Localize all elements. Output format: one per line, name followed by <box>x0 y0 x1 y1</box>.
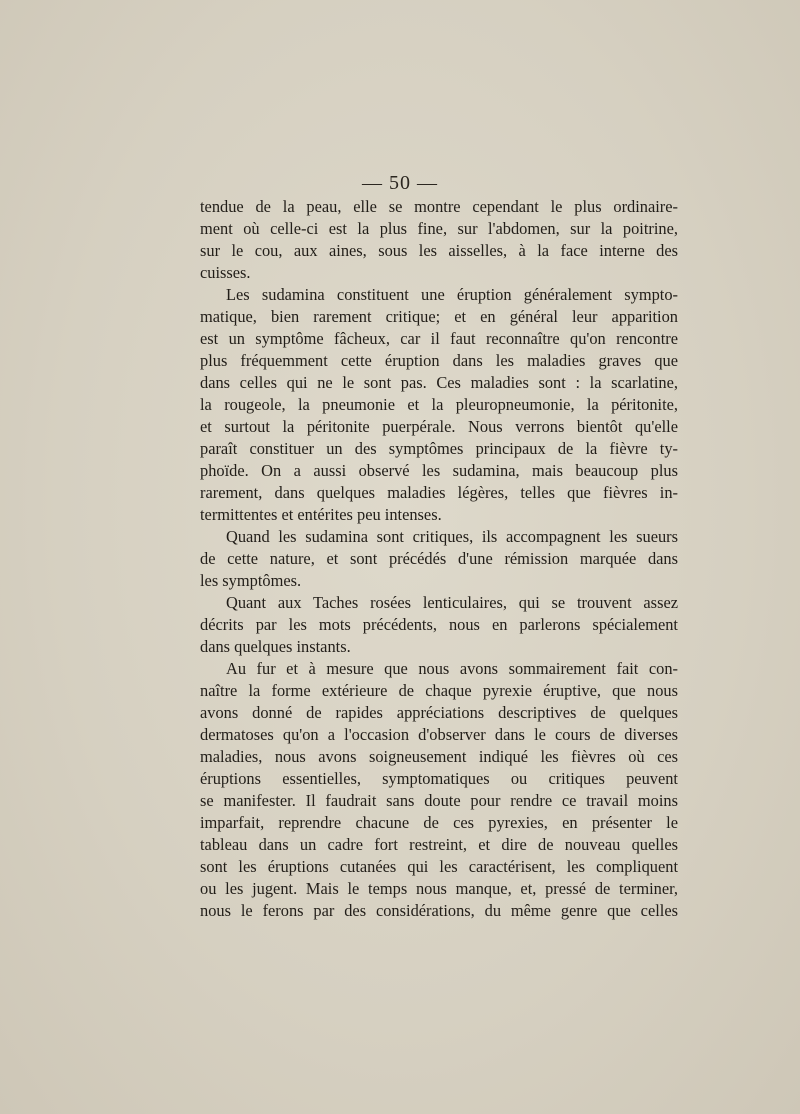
text-line: dans celles qui ne le sont pas. Ces maladies sont : la scarlatine, <box>200 373 678 392</box>
text-line: cuisses. <box>200 263 251 282</box>
text-line: tableau dans un cadre fort restreint, et dire de nouveau quelles <box>200 835 678 854</box>
text-line: est un symptôme fâcheux, car il faut reconnaître qu'on rencontre <box>200 329 678 348</box>
text-line: phoïde. On a aussi observé les sudamina, mais beaucoup plus <box>200 461 678 480</box>
text-line: matique, bien rarement critique; et en général leur apparition <box>200 307 678 326</box>
text-line: plus fréquemment cette éruption dans les maladies graves que <box>200 351 678 370</box>
text-line: dermatoses qu'on a l'occasion d'observer dans le cours de diverses <box>200 725 678 744</box>
text-line: tendue de la peau, elle se montre cependant le plus ordinaire- <box>200 197 678 216</box>
text-line: éruptions essentielles, symptomatiques ou critiques peuvent <box>200 769 678 788</box>
text-line: imparfait, reprendre chacune de ces pyrexies, en présenter le <box>200 813 678 832</box>
text-line: et surtout la péritonite puerpérale. Nous verrons bientôt qu'elle <box>200 417 678 436</box>
text-line: Les sudamina constituent une éruption généralement sympto- <box>226 285 678 304</box>
text-line: paraît constituer un des symptômes principaux de la fièvre ty- <box>200 439 678 458</box>
body-text <box>200 196 678 922</box>
text-line: Quant aux Taches rosées lenticulaires, qui se trouvent assez <box>226 593 678 612</box>
text-line: de cette nature, et sont précédés d'une rémission marquée dans <box>200 549 678 568</box>
text-line: Quand les sudamina sont critiques, ils accompagnent les sueurs <box>226 527 678 546</box>
text-line: décrits par les mots précédents, nous en parlerons spécialement <box>200 615 678 634</box>
text-line: ment où celle-ci est la plus fine, sur l'abdomen, sur la poitrine, <box>200 219 678 238</box>
text-line: dans quelques instants. <box>200 637 351 656</box>
page-number: — 50 — <box>362 172 438 194</box>
text-line: ou les jugent. Mais le temps nous manque, et, pressé de terminer, <box>200 879 678 898</box>
text-line: sur le cou, aux aines, sous les aisselles, à la face interne des <box>200 241 678 260</box>
text-line: avons donné de rapides appréciations descriptives de quelques <box>200 703 678 722</box>
text-line: maladies, nous avons soigneusement indiqué les fièvres où ces <box>200 747 678 766</box>
text-line: naître la forme extérieure de chaque pyrexie éruptive, que nous <box>200 681 678 700</box>
text-line: Au fur et à mesure que nous avons sommairement fait con- <box>226 659 678 678</box>
text-line: nous le ferons par des considérations, du même genre que celles <box>200 901 678 920</box>
text-line: se manifester. Il faudrait sans doute pour rendre ce travail moins <box>200 791 678 810</box>
text-line: les symptômes. <box>200 571 302 590</box>
text-line: termittentes et entérites peu intenses. <box>200 505 442 524</box>
text-line: rarement, dans quelques maladies légères, telles que fièvres in- <box>200 483 678 502</box>
text-line: la rougeole, la pneumonie et la pleuropneumonie, la péritonite, <box>200 395 678 414</box>
text-line: sont les éruptions cutanées qui les caractérisent, les compliquent <box>200 857 678 876</box>
